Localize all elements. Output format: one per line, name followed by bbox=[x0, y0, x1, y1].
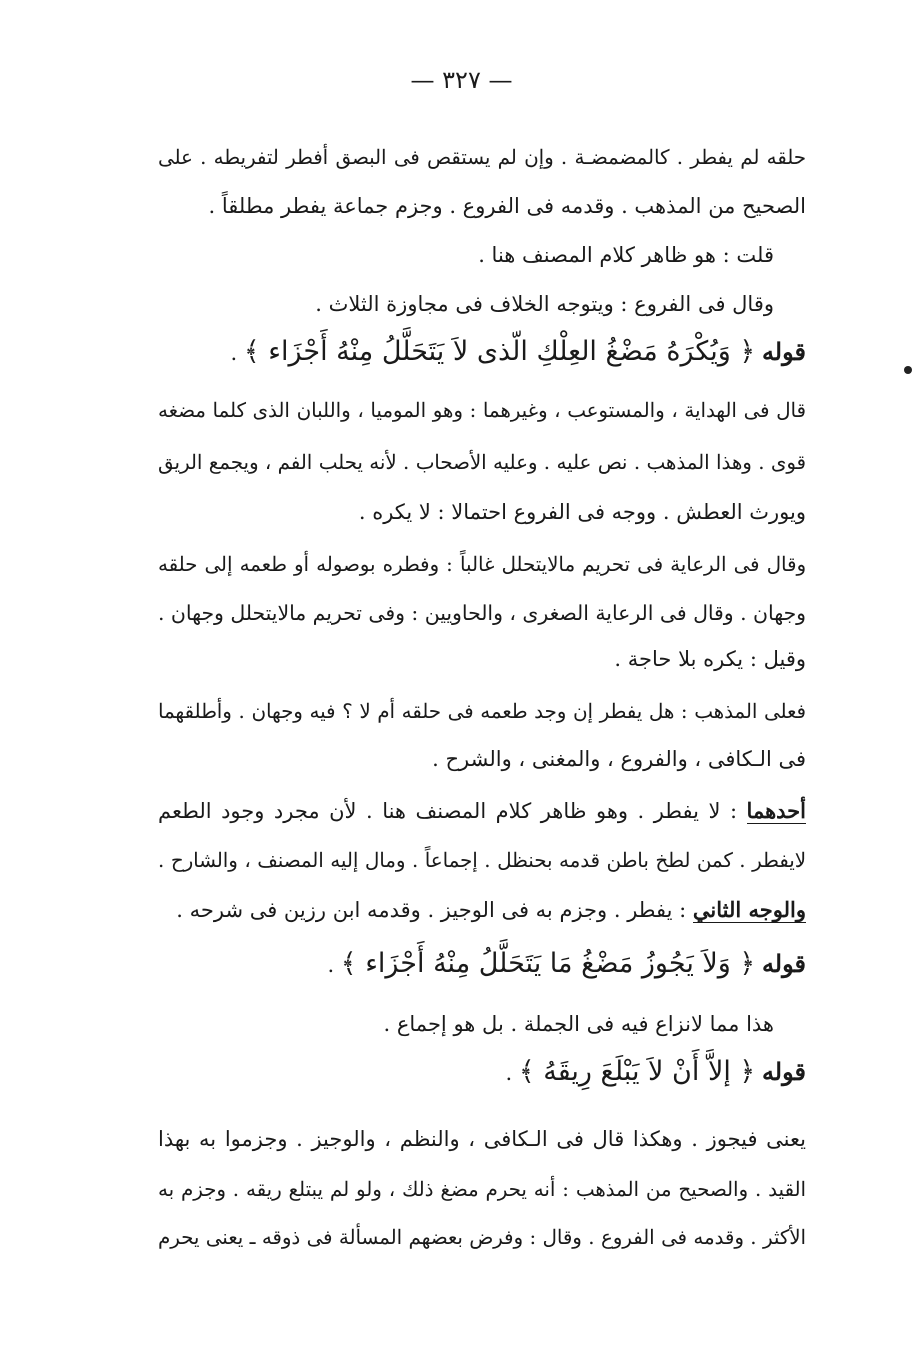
text-line: القيد . والصحيح من المذهب : أنه يحرم مضغ ذلك ، ولو لم يبتلع ريقه . وجزم به bbox=[158, 1178, 806, 1201]
text-line: هذا مما لانزاع فيه فى الجملة . بل هو إجماع . bbox=[383, 1012, 774, 1036]
text-line: قلت : هو ظاهر كلام المصنف هنا . bbox=[478, 243, 774, 267]
scan-speck bbox=[904, 366, 912, 374]
heading-lead: قوله bbox=[761, 337, 806, 366]
quranic-style-quote: ﴿ وَلاَ يَجُوزُ مَضْغُ مَا يَتَحَلَّلُ مِنْهُ أَجْزَاء ﴾ bbox=[340, 948, 756, 979]
subheading-second: والوجه الثاني bbox=[692, 897, 806, 922]
text-line: الصحيح من المذهب . وقدمه فى الفروع . وجزم جماعة يفطر مطلقاً . bbox=[208, 194, 806, 218]
page-number: — ٣٢٧ — bbox=[410, 66, 513, 94]
text-line: يعنى فيجوز . وهكذا قال فى الـكافى ، والنظم ، والوجيز . وجزموا به بهذا bbox=[158, 1127, 806, 1151]
text-line: قوى . وهذا المذهب . نص عليه . وعليه الأصحاب . لأنه يحلب الفم ، ويجمع الريق bbox=[158, 451, 806, 474]
text-line: فى الـكافى ، والفروع ، والمغنى ، والشرح . bbox=[432, 747, 806, 771]
subheading-first: أحدهما bbox=[746, 798, 806, 823]
text-line: وقال فى الفروع : ويتوجه الخلاف فى مجاوزة الثلاث . bbox=[315, 292, 774, 316]
quranic-style-quote: ﴿ وَيُكْرَهُ مَضْغُ العِلْكِ الّذى لاَ يَتَحَلَّلُ مِنْهُ أَجْزَاء ﴾ bbox=[243, 336, 756, 367]
text-line: وقيل : يكره بلا حاجة . bbox=[614, 647, 806, 671]
body-text bbox=[158, 0, 806, 1348]
text-line: الأكثر . وقدمه فى الفروع . وقال : وفرض بعضهم المسألة فى ذوقه ـ يعنى يحرم bbox=[158, 1226, 806, 1249]
quoted-heading: قوله ﴿ وَيُكْرَهُ مَضْغُ العِلْكِ الّذى لاَ يَتَحَلَّلُ مِنْهُ أَجْزَاء ﴾ . bbox=[230, 336, 806, 367]
text-line: حلقه لم يفطر . كالمضمضـة . وإن لم يستقص فى البصق أفطر لتفريطه . على bbox=[158, 146, 806, 169]
quoted-heading: قوله ﴿ وَلاَ يَجُوزُ مَضْغُ مَا يَتَحَلَّلُ مِنْهُ أَجْزَاء ﴾ . bbox=[327, 948, 806, 979]
text-line: وجهان . وقال فى الرعاية الصغرى ، والحاويين : وفى تحريم مالايتحلل وجهان . bbox=[157, 601, 806, 625]
text-line: فعلى المذهب : هل يفطر إن وجد طعمه فى حلقه أم لا ؟ فيه وجهان . وأطلقهما bbox=[158, 700, 806, 723]
text-line: ويورث العطش . ووجه فى الفروع احتمالا : لا يكره . bbox=[358, 500, 806, 524]
heading-lead: قوله bbox=[761, 1057, 806, 1086]
text-line: لايفطر . كمن لطخ باطن قدمه بحنظل . إجماعاً . ومال إليه المصنف ، والشارح . bbox=[158, 849, 806, 872]
text-line: والوجه الثاني : يفطر . وجزم به فى الوجيز . وقدمه ابن رزين فى شرحه . bbox=[176, 897, 806, 922]
quranic-style-quote: ﴿ إلاَّ أَنْ لاَ يَبْلَعَ رِيقَهُ ﴾ bbox=[518, 1056, 756, 1087]
text-line: قال فى الهداية ، والمستوعب ، وغيرهما : وهو الموميا ، واللبان الذى كلما مضغه bbox=[158, 399, 806, 422]
quoted-heading: قوله ﴿ إلاَّ أَنْ لاَ يَبْلَعَ رِيقَهُ ﴾ . bbox=[505, 1056, 806, 1087]
heading-lead: قوله bbox=[761, 949, 806, 978]
text-line: أحدهما : لا يفطر . وهو ظاهر كلام المصنف هنا . لأن مجرد وجود الطعم bbox=[158, 798, 806, 823]
text-line: وقال فى الرعاية فى تحريم مالايتحلل غالباً : وفطره بوصوله أو طعمه إلى حلقه bbox=[158, 553, 806, 576]
